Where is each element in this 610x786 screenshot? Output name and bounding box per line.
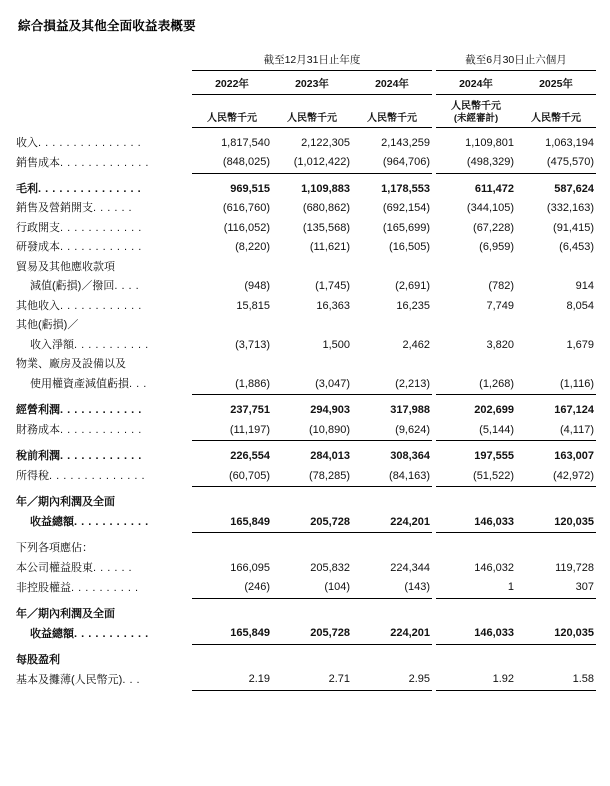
row-value: (3,047) bbox=[315, 377, 350, 390]
row-value: 1.58 bbox=[572, 673, 595, 686]
row-value: 226,554 bbox=[230, 450, 270, 463]
row-value: (67,228) bbox=[473, 221, 515, 234]
leader-dots: . . . . bbox=[114, 280, 140, 293]
row-value bbox=[516, 605, 596, 625]
row-value bbox=[192, 539, 272, 559]
row-value: (78,285) bbox=[309, 469, 350, 482]
leader-dots: . . . . . . . . . . . . bbox=[60, 424, 142, 437]
row-value bbox=[272, 258, 352, 278]
table-header-year-row bbox=[16, 70, 596, 94]
row-value bbox=[192, 355, 272, 375]
table-row bbox=[16, 375, 596, 395]
row-value: (42,972) bbox=[553, 469, 595, 482]
row-value: 237,751 bbox=[230, 404, 270, 417]
row-value: 3,820 bbox=[486, 338, 515, 351]
table-row bbox=[16, 513, 596, 533]
row-value: 197,555 bbox=[474, 450, 515, 463]
row-label-text: 本公司權益股東 bbox=[16, 561, 93, 574]
row-value: (4,117) bbox=[559, 423, 595, 436]
leader-dots: . . . . . . bbox=[93, 561, 133, 574]
row-value: 202,699 bbox=[474, 404, 515, 417]
row-value: (5,144) bbox=[479, 423, 515, 436]
row-value: (1,116) bbox=[559, 377, 595, 390]
row-value: 2,143,259 bbox=[381, 136, 431, 149]
table-row bbox=[16, 421, 596, 441]
row-value: 205,728 bbox=[310, 515, 350, 528]
row-value bbox=[272, 651, 352, 671]
row-label bbox=[16, 513, 192, 533]
row-label-text: 毛利 bbox=[16, 182, 38, 195]
row-value bbox=[516, 355, 596, 375]
table-row bbox=[16, 559, 596, 579]
row-label-text: 收入淨額 bbox=[30, 338, 74, 351]
row-label-text: 年／期內利潤及全面 bbox=[16, 496, 115, 509]
table-row bbox=[16, 605, 596, 625]
row-value: 307 bbox=[575, 581, 595, 594]
leader-dots: . . . . . . . . . . . bbox=[74, 516, 149, 529]
leader-dots: . . . . . . . . . . . . bbox=[60, 450, 142, 463]
row-value: 8,054 bbox=[566, 299, 595, 312]
header-unit-2024 bbox=[352, 94, 432, 126]
row-value: 165,849 bbox=[230, 627, 270, 640]
header-group-interim: 截至6月30日止六個月 bbox=[436, 50, 596, 70]
row-value: (84,163) bbox=[389, 469, 431, 482]
row-value: (1,745) bbox=[315, 280, 350, 293]
row-value: 294,903 bbox=[310, 404, 350, 417]
row-value: 914 bbox=[575, 280, 595, 293]
row-value bbox=[436, 258, 516, 278]
row-value: 1,109,883 bbox=[301, 182, 350, 195]
row-label bbox=[16, 199, 192, 219]
table-row bbox=[16, 134, 596, 154]
row-label bbox=[16, 355, 192, 375]
header-blank-cell bbox=[16, 50, 192, 70]
rule-segment bbox=[192, 690, 272, 697]
table-row bbox=[16, 336, 596, 356]
leader-dots: . . . . . . . . . . . . . bbox=[60, 156, 149, 169]
row-value: 587,624 bbox=[554, 182, 595, 195]
row-value: (104) bbox=[324, 581, 350, 594]
leader-dots: . . . bbox=[122, 673, 141, 686]
table-row bbox=[16, 624, 596, 644]
table-header-group-row bbox=[16, 50, 596, 70]
rule-segment bbox=[352, 690, 432, 697]
header-unit-text-1: 人民幣千元 bbox=[207, 113, 257, 125]
row-label bbox=[16, 651, 192, 671]
header-year-2025-interim: 2025年 bbox=[516, 70, 596, 94]
row-label bbox=[16, 421, 192, 441]
row-value: (60,705) bbox=[229, 469, 270, 482]
row-value: 2,462 bbox=[402, 338, 431, 351]
header-unit-2024-interim bbox=[436, 94, 516, 126]
row-value: (3,713) bbox=[235, 338, 270, 351]
header-unit-text-5: 人民幣千元 bbox=[531, 113, 582, 125]
row-label bbox=[16, 336, 192, 356]
header-unit-text-3: 人民幣千元 bbox=[367, 113, 417, 125]
row-label-text: 貿易及其他應收款項 bbox=[16, 260, 115, 273]
table-row bbox=[16, 153, 596, 173]
row-value: 2.71 bbox=[328, 673, 350, 686]
row-label-text: 基本及攤薄(人民幣元) bbox=[16, 673, 123, 686]
row-label bbox=[16, 180, 192, 200]
row-label bbox=[16, 493, 192, 513]
row-value: 284,013 bbox=[310, 450, 350, 463]
row-value: (1,886) bbox=[235, 377, 270, 390]
row-value bbox=[516, 539, 596, 559]
leader-dots: . . . bbox=[129, 378, 147, 391]
row-value: 1,178,553 bbox=[381, 182, 431, 195]
row-value bbox=[192, 316, 272, 336]
table-header bbox=[16, 50, 596, 134]
table-row bbox=[16, 316, 596, 336]
row-value: (8,220) bbox=[235, 241, 270, 254]
row-label-text: 其他收入 bbox=[16, 299, 60, 312]
header-unaudited-note: (未經審計) bbox=[453, 113, 499, 124]
row-label bbox=[16, 134, 192, 154]
row-value: 15,815 bbox=[236, 299, 270, 312]
row-value: 224,201 bbox=[390, 627, 431, 640]
row-value: 163,007 bbox=[554, 450, 595, 463]
row-label bbox=[16, 258, 192, 278]
row-value: 2,122,305 bbox=[301, 136, 350, 149]
row-value bbox=[436, 316, 516, 336]
row-value bbox=[436, 355, 516, 375]
table-row bbox=[16, 219, 596, 239]
leader-dots: . . . . . . bbox=[93, 202, 133, 215]
row-value: (16,505) bbox=[389, 241, 431, 254]
row-value bbox=[352, 493, 432, 513]
row-value: 224,344 bbox=[390, 561, 431, 574]
table-row bbox=[16, 277, 596, 297]
row-label-text: 經營利潤 bbox=[16, 404, 60, 417]
row-value: 1,500 bbox=[322, 338, 350, 351]
row-value: 120,035 bbox=[554, 515, 595, 528]
row-value: 1,109,801 bbox=[465, 136, 515, 149]
row-value: (246) bbox=[244, 581, 270, 594]
table-row bbox=[16, 199, 596, 219]
row-value: (10,890) bbox=[309, 423, 350, 436]
row-value: 167,124 bbox=[554, 404, 595, 417]
row-value: (1,268) bbox=[479, 377, 515, 390]
row-value bbox=[272, 493, 352, 513]
row-label bbox=[16, 539, 192, 559]
row-label bbox=[16, 401, 192, 421]
row-value: 146,032 bbox=[474, 561, 515, 574]
row-label-text: 收益總額 bbox=[30, 516, 74, 529]
leader-dots: . . . . . . . . . . . bbox=[74, 338, 149, 351]
row-value: 1,063,194 bbox=[545, 136, 595, 149]
row-label bbox=[16, 277, 192, 297]
table-rule-row bbox=[16, 690, 596, 697]
row-label-text: 每股盈利 bbox=[16, 653, 60, 666]
row-value bbox=[436, 539, 516, 559]
table-body bbox=[16, 134, 596, 697]
row-label-text: 收入 bbox=[16, 136, 38, 149]
row-value: 1.92 bbox=[492, 673, 515, 686]
header-year-2024: 2024年 bbox=[352, 70, 432, 94]
leader-dots: . . . . . . . . . . . . . . . bbox=[38, 182, 142, 195]
row-label bbox=[16, 219, 192, 239]
row-label bbox=[16, 297, 192, 317]
header-unit-2023 bbox=[272, 94, 352, 126]
header-blank-cell-2 bbox=[16, 70, 192, 94]
row-value: 2.95 bbox=[408, 673, 431, 686]
row-value bbox=[272, 316, 352, 336]
row-value: (782) bbox=[488, 280, 515, 293]
row-label-text: 財務成本 bbox=[16, 424, 60, 437]
financial-summary-table bbox=[16, 50, 596, 697]
table-row bbox=[16, 539, 596, 559]
row-value: 224,201 bbox=[390, 515, 431, 528]
row-value: 16,363 bbox=[316, 299, 350, 312]
row-label bbox=[16, 447, 192, 467]
row-label bbox=[16, 624, 192, 644]
row-value bbox=[192, 605, 272, 625]
table-row bbox=[16, 258, 596, 278]
leader-dots: . . . . . . . . . . . . . . bbox=[49, 470, 146, 483]
row-value: (51,522) bbox=[473, 469, 515, 482]
table-row bbox=[16, 493, 596, 513]
header-unit-2022 bbox=[192, 94, 272, 126]
row-value: (6,959) bbox=[479, 241, 515, 254]
row-value: 1,679 bbox=[566, 338, 595, 351]
header-unit-2025-interim bbox=[516, 94, 596, 126]
row-label-text: 銷售成本 bbox=[16, 156, 60, 169]
row-label-text: 減值(虧損)／撥回 bbox=[30, 280, 115, 293]
row-value: (91,415) bbox=[553, 221, 595, 234]
header-year-2023: 2023年 bbox=[272, 70, 352, 94]
row-label-text: 稅前利潤 bbox=[16, 450, 60, 463]
row-value: 205,728 bbox=[310, 627, 350, 640]
leader-dots: . . . . . . . . . . . . bbox=[60, 299, 142, 312]
row-value bbox=[352, 605, 432, 625]
row-value: 317,988 bbox=[390, 404, 431, 417]
leader-dots: . . . . . . . . . . . . . . . bbox=[38, 136, 142, 149]
row-label-text: 其他(虧損)／ bbox=[16, 319, 79, 332]
row-label-text: 使用權資產減值虧損 bbox=[30, 378, 129, 391]
row-value bbox=[192, 651, 272, 671]
row-value: (948) bbox=[244, 280, 270, 293]
rule-segment bbox=[436, 690, 516, 697]
row-value: (143) bbox=[404, 581, 431, 594]
row-value: 1 bbox=[507, 581, 515, 594]
row-value: (344,105) bbox=[466, 202, 515, 215]
row-value: (1,012,422) bbox=[293, 156, 350, 169]
table-row bbox=[16, 467, 596, 487]
table-row bbox=[16, 238, 596, 258]
leader-dots: . . . . . . . . . . . . bbox=[60, 404, 142, 417]
row-value bbox=[272, 539, 352, 559]
row-value bbox=[272, 605, 352, 625]
row-value: 969,515 bbox=[230, 182, 270, 195]
row-label bbox=[16, 238, 192, 258]
row-value bbox=[516, 316, 596, 336]
row-value bbox=[516, 651, 596, 671]
row-value: (9,624) bbox=[395, 423, 431, 436]
row-value: (692,154) bbox=[382, 202, 431, 215]
row-label-text: 研發成本 bbox=[16, 241, 60, 254]
header-year-2024-interim: 2024年 bbox=[436, 70, 516, 94]
row-value: 146,033 bbox=[474, 627, 515, 640]
row-value bbox=[436, 651, 516, 671]
table-row bbox=[16, 670, 596, 690]
row-value bbox=[516, 258, 596, 278]
rule-blank-cell bbox=[16, 690, 192, 697]
row-value: (116,052) bbox=[223, 221, 270, 234]
leader-dots: . . . . . . . . . . . . bbox=[60, 221, 142, 234]
row-label-text: 所得稅 bbox=[16, 470, 49, 483]
row-value bbox=[352, 539, 432, 559]
row-value: 7,749 bbox=[486, 299, 515, 312]
row-value: 205,832 bbox=[310, 561, 350, 574]
row-value: (11,197) bbox=[229, 423, 270, 436]
row-label bbox=[16, 670, 192, 690]
row-value: (498,329) bbox=[466, 156, 515, 169]
row-value: 165,849 bbox=[230, 515, 270, 528]
table-row bbox=[16, 355, 596, 375]
row-value: 611,472 bbox=[474, 182, 515, 195]
row-label-text: 年／期內利潤及全面 bbox=[16, 607, 115, 620]
row-value bbox=[352, 258, 432, 278]
row-value: (680,862) bbox=[302, 202, 350, 215]
leader-dots: . . . . . . . . . . bbox=[71, 581, 139, 594]
row-value: (135,568) bbox=[302, 221, 350, 234]
row-value: 119,728 bbox=[555, 561, 595, 574]
row-value: (964,706) bbox=[382, 156, 431, 169]
rule-segment bbox=[516, 690, 596, 697]
row-label-text: 收益總額 bbox=[30, 627, 74, 640]
row-value bbox=[516, 493, 596, 513]
header-group-annual: 截至12月31日止年度 bbox=[192, 50, 432, 70]
row-value bbox=[192, 493, 272, 513]
leader-dots: . . . . . . . . . . . bbox=[74, 627, 149, 640]
row-value: (6,453) bbox=[559, 241, 595, 254]
row-value bbox=[192, 258, 272, 278]
row-value bbox=[436, 605, 516, 625]
row-value: (475,570) bbox=[546, 156, 595, 169]
row-label-text: 物業、廠房及設備以及 bbox=[16, 358, 126, 371]
rule-segment bbox=[272, 690, 352, 697]
row-label-text: 下列各項應佔： bbox=[16, 542, 93, 555]
header-year-2022: 2022年 bbox=[192, 70, 272, 94]
row-label-text: 銷售及營銷開支 bbox=[16, 202, 93, 215]
header-unit-text-2: 人民幣千元 bbox=[287, 113, 337, 125]
row-value bbox=[272, 355, 352, 375]
row-value bbox=[436, 493, 516, 513]
row-value: 308,364 bbox=[390, 450, 431, 463]
row-value: 1,817,540 bbox=[221, 136, 270, 149]
table-row bbox=[16, 297, 596, 317]
table-row bbox=[16, 578, 596, 598]
row-value: (332,163) bbox=[546, 202, 595, 215]
row-label bbox=[16, 559, 192, 579]
row-value: (848,025) bbox=[222, 156, 270, 169]
leader-dots: . . . . . . . . . . . . bbox=[60, 241, 142, 254]
table-row bbox=[16, 180, 596, 200]
row-label bbox=[16, 467, 192, 487]
row-value: 16,235 bbox=[396, 299, 431, 312]
row-label bbox=[16, 153, 192, 173]
table-header-unit-row bbox=[16, 94, 596, 126]
table-row bbox=[16, 447, 596, 467]
row-value: (11,621) bbox=[309, 241, 350, 254]
row-value: 120,035 bbox=[554, 627, 595, 640]
row-value bbox=[352, 355, 432, 375]
table-row bbox=[16, 651, 596, 671]
row-label-text: 行政開支 bbox=[16, 221, 60, 234]
table-row bbox=[16, 401, 596, 421]
row-value: 2.19 bbox=[248, 673, 270, 686]
header-unit-text-4: 人民幣千元 bbox=[451, 100, 502, 112]
page-title: 綜合損益及其他全面收益表概要 bbox=[18, 19, 196, 33]
row-label bbox=[16, 605, 192, 625]
row-value bbox=[352, 651, 432, 671]
row-value: 146,033 bbox=[474, 515, 515, 528]
header-blank-cell-3 bbox=[16, 94, 192, 126]
row-value: 166,095 bbox=[230, 561, 270, 574]
row-value: (616,760) bbox=[222, 202, 270, 215]
row-label-text: 非控股權益 bbox=[16, 581, 71, 594]
row-value: (2,691) bbox=[395, 280, 431, 293]
row-label bbox=[16, 375, 192, 395]
row-label bbox=[16, 578, 192, 598]
row-value bbox=[352, 316, 432, 336]
row-value: (165,699) bbox=[382, 221, 431, 234]
row-label bbox=[16, 316, 192, 336]
row-value: (2,213) bbox=[395, 377, 431, 390]
